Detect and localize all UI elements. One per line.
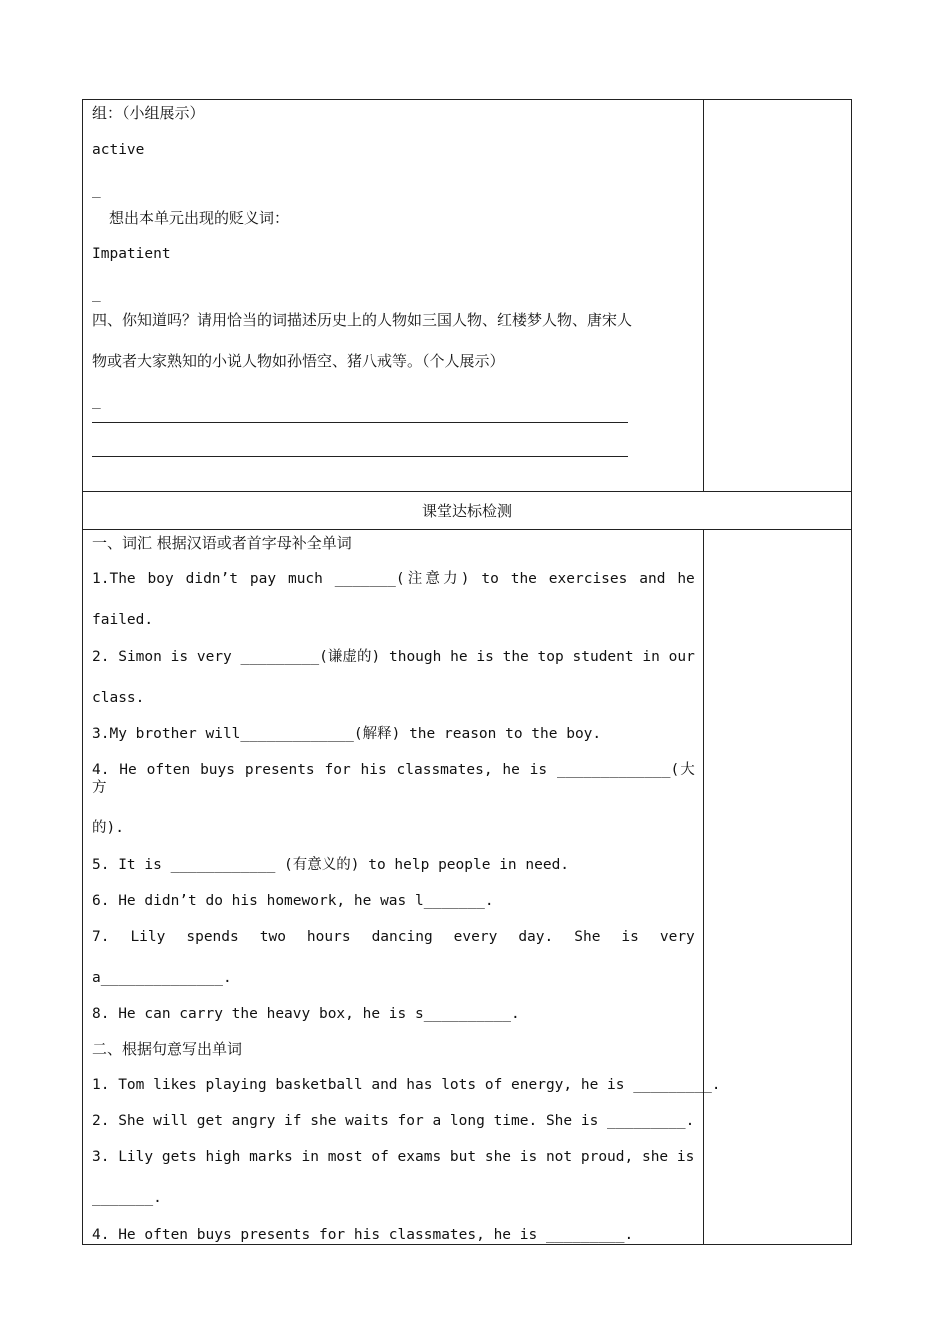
exercise-1-1-line-a: 1.The boy didn’t pay much _______(注意力) to the exercises and he — [92, 571, 695, 587]
exercise-2-4: 4. He often buys presents for his classmates, he is _________. — [92, 1227, 634, 1243]
blank-mark: _ — [92, 286, 101, 302]
exercise-1-3: 3.My brother will_____________(解释) the reason to the boy. — [92, 726, 602, 742]
exercise-2-3-line-a: 3. Lily gets high marks in most of exams but she is not proud, she is — [92, 1149, 695, 1165]
answer-line — [92, 422, 628, 423]
exercise-1-2-line-b: class. — [92, 690, 145, 706]
part-1-heading: 一、词汇 根据汉语或者首字母补全单词 — [92, 534, 352, 552]
exercise-1-1-line-b: failed. — [92, 612, 154, 628]
group-heading: 组：（小组展示） — [92, 104, 205, 122]
exercise-2-3-line-b: _______. — [92, 1190, 162, 1206]
blank-mark: _ — [92, 182, 101, 198]
exercise-1-4-line-a: 4. He often buys presents for his classmates, he is _____________(大方 — [92, 762, 695, 796]
group-activity-cell — [83, 100, 704, 492]
example-negative-word: Impatient — [92, 246, 171, 262]
question-4-line-2: 物或者大家熟知的小说人物如孙悟空、猪八戒等。（个人展示） — [92, 352, 505, 370]
exercise-1-7-line-a: 7. Lily spends two hours dancing every day. She is very — [92, 929, 695, 945]
exercise-1-7-line-b: a______________. — [92, 970, 232, 986]
exercise-row — [83, 530, 852, 1245]
part-2-heading: 二、根据句意写出单词 — [92, 1040, 243, 1058]
exercise-cell — [83, 530, 721, 1245]
group-activity-row — [83, 100, 852, 492]
notes-column-cell — [703, 100, 851, 492]
exercise-1-4-line-b: 的). — [92, 820, 124, 836]
question-4-line-1: 四、你知道吗？请用恰当的词描述历史上的人物如三国人物、红楼梦人物、唐宋人 — [92, 311, 633, 329]
exercise-1-6: 6. He didn’t do his homework, he was l_______. — [92, 893, 494, 909]
negative-words-prompt: 想出本单元出现的贬义词： — [109, 209, 290, 227]
example-positive-word: active — [92, 142, 145, 158]
exercise-1-5: 5. It is ____________ (有意义的) to help people in need. — [92, 857, 570, 873]
exercise-2-1: 1. Tom likes playing basketball and has lots of energy, he is _________. — [92, 1077, 721, 1093]
worksheet-table — [82, 99, 852, 1245]
notes-column-cell — [703, 530, 851, 1245]
section-title: 课堂达标检测 — [83, 492, 852, 530]
exercise-2-2: 2. She will get angry if she waits for a long time. She is _________. — [92, 1113, 695, 1129]
blank-mark: _ — [92, 393, 101, 409]
exercise-1-8: 8. He can carry the heavy box, he is s__________. — [92, 1006, 520, 1022]
exercise-1-2-line-a: 2. Simon is very _________(谦虚的) though he is the top student in our — [92, 649, 695, 665]
section-title-row — [83, 492, 852, 530]
answer-line — [92, 456, 628, 457]
